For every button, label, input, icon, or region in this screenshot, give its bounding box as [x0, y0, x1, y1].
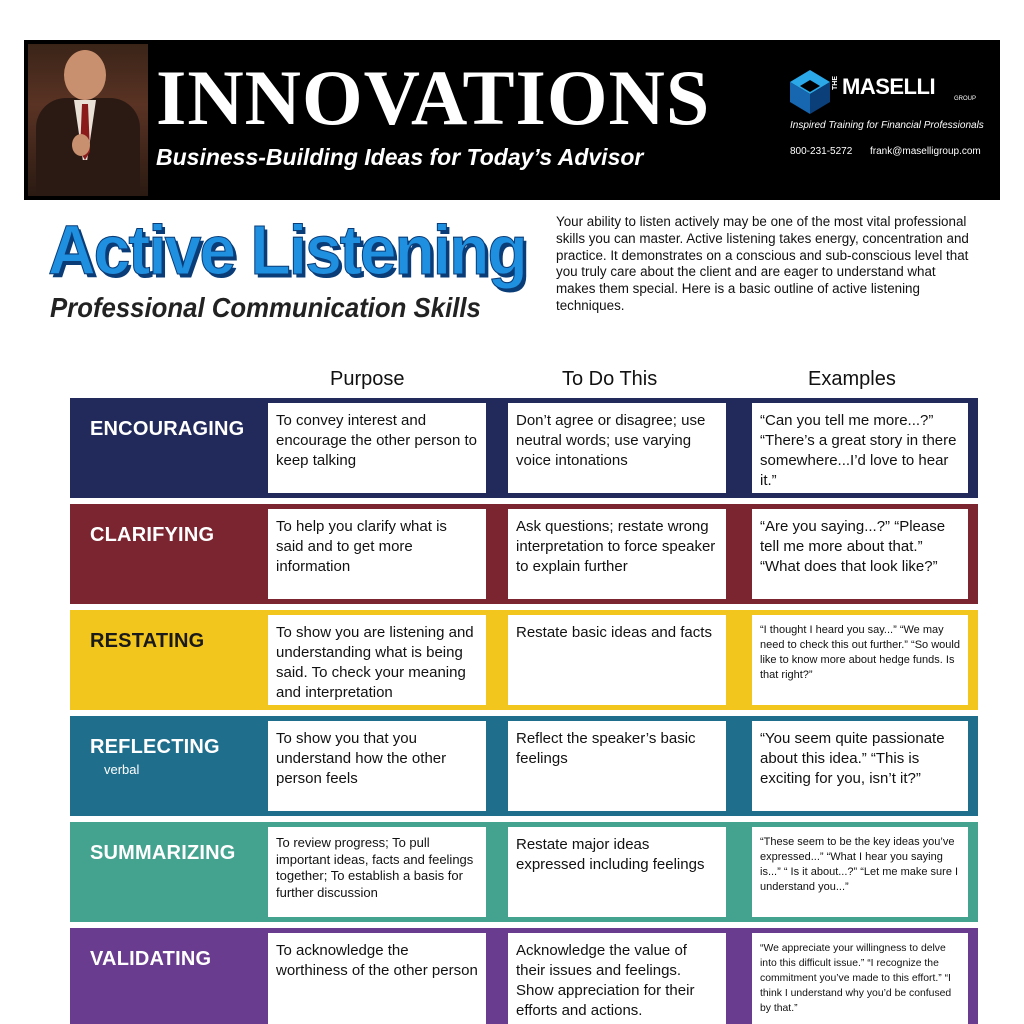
- examples-cell: “Can you tell me more...?” “There’s a great story in there somewhere...I’d love to hear it.”: [752, 403, 968, 493]
- examples-cell: “Are you saying...?” “Please tell me more about that.” “What does that look like?”: [752, 509, 968, 599]
- newsletter-brand: INNOVATIONS: [156, 54, 711, 141]
- examples-cell: “These seem to be the key ideas you’ve expressed...” “What I hear you saying is...” “ Is it about...?” “Let me make sure I understand you...”: [752, 827, 968, 917]
- logo-the: THE: [832, 76, 839, 90]
- purpose-cell: To help you clarify what is said and to get more information: [268, 509, 486, 599]
- table-row: [70, 398, 978, 498]
- purpose-cell: To show you are listening and understanding what is being said. To check your meaning and interpretation: [268, 615, 486, 705]
- page-subtitle: Professional Communication Skills: [50, 292, 481, 323]
- presenter-photo: [28, 44, 148, 196]
- technique-label: CLARIFYING: [90, 524, 215, 546]
- technique-label: ENCOURAGING: [90, 418, 245, 440]
- column-header-examples: Examples: [808, 368, 896, 390]
- column-header-purpose: Purpose: [330, 368, 405, 390]
- logo-tagline: Inspired Training for Financial Professionals: [790, 120, 984, 131]
- examples-cell: “You seem quite passionate about this idea.” “This is exciting for you, isn’t it?”: [752, 721, 968, 811]
- technique-label: VALIDATING: [90, 948, 212, 970]
- technique-sublabel: verbal: [104, 762, 140, 777]
- examples-cell: “We appreciate your willingness to delve into this difficult issue.” “I recognize the commitment you’ve made to this effort.” “I think I understand why you’d be confused by that.”: [752, 933, 968, 1024]
- todo-cell: Don’t agree or disagree; use neutral words; use varying voice intonations: [508, 403, 726, 493]
- purpose-cell: To show you that you understand how the other person feels: [268, 721, 486, 811]
- header-banner: [24, 40, 1000, 200]
- table-row: [70, 504, 978, 604]
- technique-label: SUMMARIZING: [90, 842, 236, 864]
- page-title: Active Listening: [48, 211, 526, 289]
- technique-label: REFLECTING: [90, 736, 220, 758]
- todo-cell: Reflect the speaker’s basic feelings: [508, 721, 726, 811]
- logo-group: GROUP: [954, 96, 977, 102]
- table-row: [70, 822, 978, 922]
- contact-phone: 800-231-5272: [790, 146, 853, 157]
- purpose-cell: To convey interest and encourage the other person to keep talking: [268, 403, 486, 493]
- todo-cell: Acknowledge the value of their issues and feelings. Show appreciation for their efforts and actions.: [508, 933, 726, 1024]
- intro-paragraph: Your ability to listen actively may be one of the most vital professional skills you can master. Active listening takes energy, concentration and practice. It demonstrates on a conscious and sub-conscious level that you truly care about the client and are eager to understand what makes them special. Here is a basic outline of active listening techniques.: [556, 214, 969, 313]
- table-row: [70, 610, 978, 710]
- technique-label: RESTATING: [90, 630, 205, 652]
- logo-name: MASELLI: [842, 74, 936, 99]
- newsletter-tagline: Business-Building Ideas for Today’s Advisor: [156, 144, 644, 170]
- maselli-logo: [790, 70, 990, 180]
- column-header-todo: To Do This: [562, 368, 658, 390]
- purpose-cell: To review progress; To pull important ideas, facts and feelings together; To establish a basis for further discussion: [268, 827, 486, 917]
- todo-cell: Ask questions; restate wrong interpretation to force speaker to explain further: [508, 509, 726, 599]
- todo-cell: Restate basic ideas and facts: [508, 615, 726, 705]
- table-row: [70, 716, 978, 816]
- table-row: [70, 928, 978, 1024]
- purpose-cell: To acknowledge the worthiness of the other person: [268, 933, 486, 1024]
- contact-email[interactable]: frank@maselligroup.com: [870, 146, 981, 157]
- todo-cell: Restate major ideas expressed including feelings: [508, 827, 726, 917]
- examples-cell: “I thought I heard you say...” “We may need to check this out further.” “So would like to know more about hedge funds. Is that right?”: [752, 615, 968, 705]
- maselli-logo-icon: [790, 70, 830, 114]
